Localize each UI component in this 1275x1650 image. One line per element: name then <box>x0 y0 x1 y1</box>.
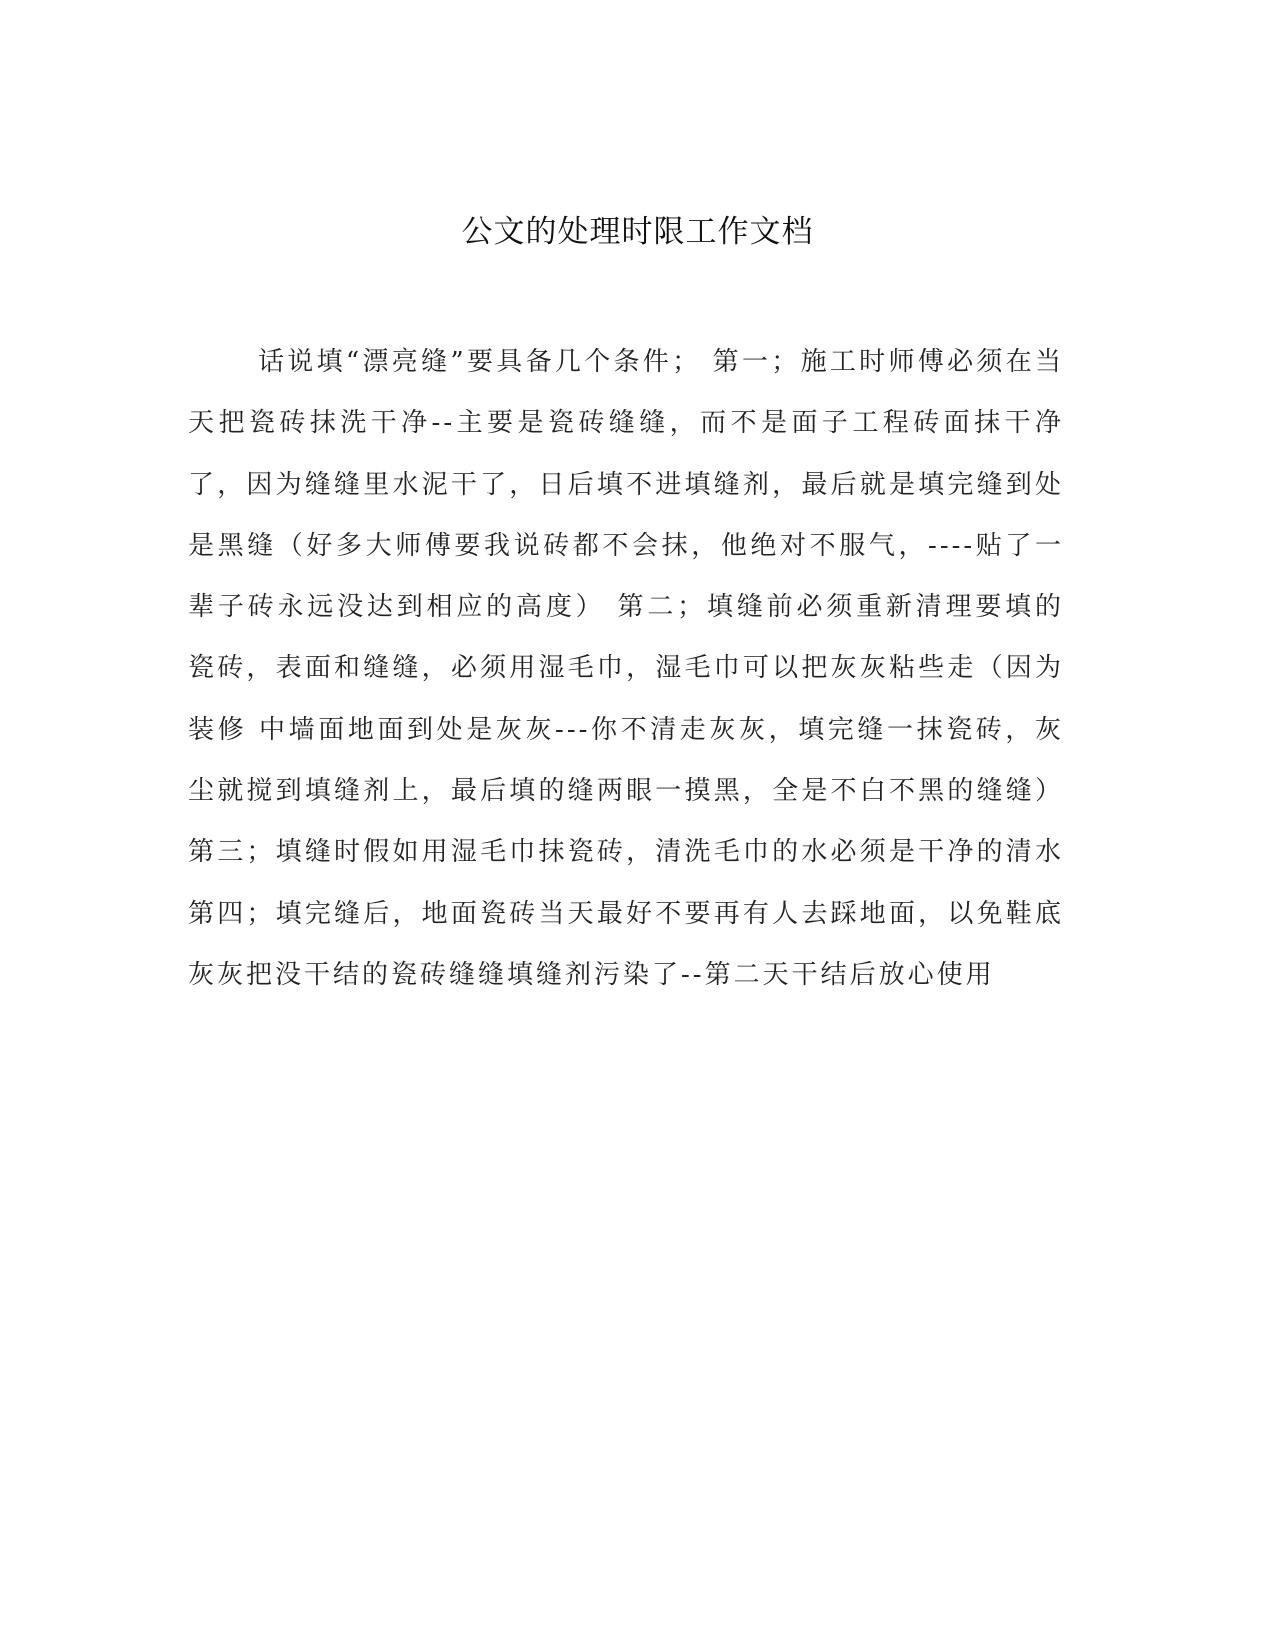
document-title: 公文的处理时限工作文档 <box>461 214 814 250</box>
document-body-paragraph: 话说填“漂亮缝”要具备几个条件； 第一；施工时师傅必须在当天把瓷砖抹洗干净--主要是瓷砖缝缝，而不是面子工程砖面抹干净了，因为缝缝里水泥干了，日后填不进填缝剂，最后就是填完缝到处是黑缝（好多大师傅要我说砖都不会抹，他绝对不服气，----贴了一辈子砖永远没达到相应的高度） 第二；填缝前必须重新清理要填的瓷砖，表面和缝缝，必须用湿毛巾，湿毛巾可以把灰灰粘些走（因为装修 中墙面地面到处是灰灰---你不清走灰灰，填完缝一抹瓷砖，灰尘就搅到填缝剂上，最后填的缝两眼一摸黑，全是不白不黑的缝缝） 第三；填缝时假如用湿毛巾抹瓷砖，清洗毛巾的水必须是干净的清水 第四；填完缝后，地面瓷砖当天最好不要再有人去踩地面，以免鞋底灰灰把没干结的瓷砖缝缝填缝剂污染了--第二天干结后放心使用 <box>188 347 1064 990</box>
